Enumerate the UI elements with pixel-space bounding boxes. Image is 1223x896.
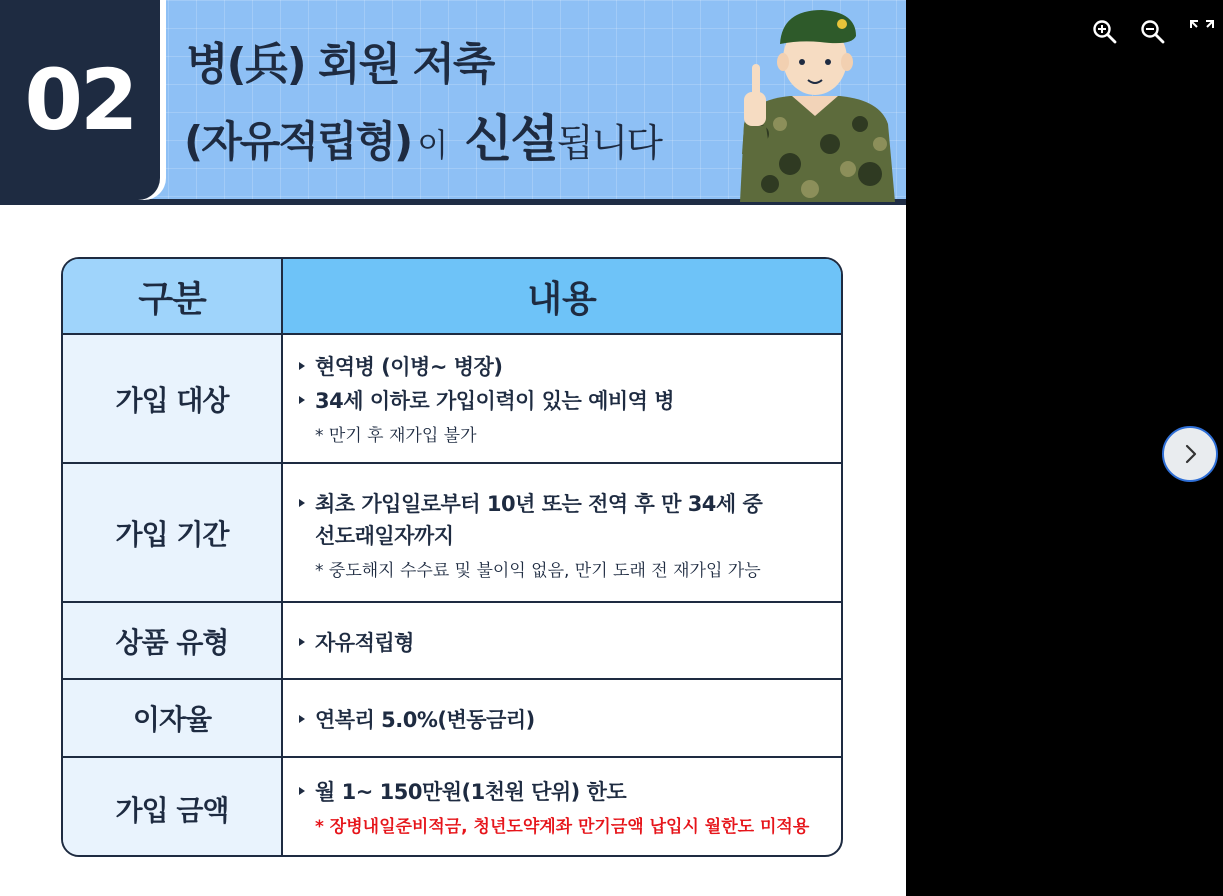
row-note-warning: * 장병내일준비적금, 청년도약계좌 만기금액 납입시 월한도 미적용: [315, 817, 810, 837]
row-label: 가입 대상: [63, 335, 283, 462]
zoom-out-button[interactable]: [1139, 18, 1167, 46]
bullet-line: 현역병 (이병~ 병장): [299, 351, 502, 381]
row-note: * 만기 후 재가입 불가: [315, 426, 477, 446]
zoom-in-icon: [1091, 18, 1119, 46]
table-row: [63, 333, 841, 462]
table-row: [63, 601, 841, 678]
table-header-row: [63, 259, 841, 333]
row-label: 가입 금액: [63, 758, 283, 857]
title-part-4: 됩니다: [556, 121, 661, 165]
zoom-out-icon: [1139, 18, 1167, 46]
soldier-illustration: [730, 4, 900, 202]
row-label: 가입 기간: [63, 464, 283, 601]
row-label: 이자율: [63, 680, 283, 756]
table-row: [63, 678, 841, 756]
header-category: 구분: [63, 259, 283, 333]
number-badge: [0, 0, 160, 200]
title-line-2: [184, 110, 661, 180]
header-content: 내용: [283, 259, 841, 333]
title-part-2: 이: [417, 126, 447, 164]
slide-number: 02: [24, 51, 136, 149]
fullscreen-icon: [1188, 18, 1216, 46]
bullet-line-continued: 선도래일자까지: [315, 524, 454, 548]
table-row: [63, 462, 841, 601]
row-label: 상품 유형: [63, 603, 283, 678]
title-part-3: 신설: [464, 110, 557, 168]
fullscreen-button[interactable]: [1188, 18, 1216, 46]
info-table: [61, 257, 843, 857]
zoom-in-button[interactable]: [1091, 18, 1119, 46]
bullet-line: 연복리 5.0%(변동금리): [299, 704, 535, 734]
bullet-line: 월 1~ 150만원(1천원 단위) 한도: [299, 776, 626, 806]
bullet-line: 자유적립형: [299, 627, 414, 657]
next-image-button[interactable]: [1162, 426, 1218, 482]
title-part-1: (자유적립형): [184, 117, 412, 166]
table-row: [63, 756, 841, 857]
row-note: * 중도해지 수수료 및 불이익 없음, 만기 도래 전 재가입 가능: [315, 561, 761, 581]
bullet-line: 34세 이하로 가입이력이 있는 예비역 병: [299, 385, 674, 415]
chevron-right-icon: [1179, 443, 1201, 465]
bullet-line: 최초 가입일로부터 10년 또는 전역 후 만 34세 중: [299, 488, 762, 518]
title-line-1: 병(兵) 회원 저축: [186, 39, 494, 90]
